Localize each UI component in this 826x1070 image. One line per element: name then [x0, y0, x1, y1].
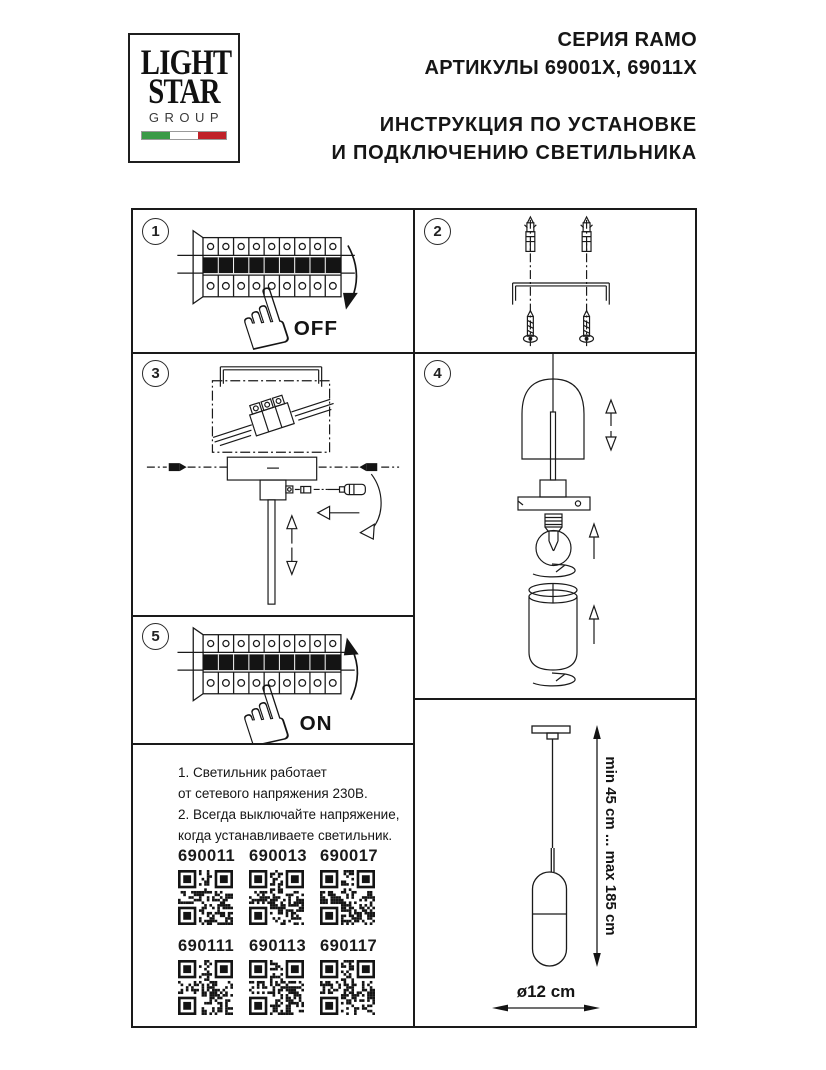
- turn-on-arrow-icon: [351, 648, 358, 699]
- step3-panel: [133, 352, 413, 615]
- note-line: 1. Светильник работает: [178, 765, 327, 780]
- step4-figure: [415, 352, 699, 698]
- pendant-rod-icon: [268, 500, 275, 604]
- articles-line: АРТИКУЛЫ 69001X, 69011X: [424, 57, 697, 79]
- on-label: ON: [299, 712, 333, 736]
- dimensions-panel: [415, 698, 699, 1028]
- glass-cylinder-icon: [529, 584, 577, 671]
- down-arrow-icon: [606, 437, 616, 450]
- height-range-label: min 45 cm ... max 185 cm: [602, 756, 619, 936]
- article-number: 690011: [178, 847, 236, 865]
- qr-code: [178, 960, 233, 1015]
- article-number: 690117: [320, 937, 378, 955]
- step5-panel: [133, 615, 413, 743]
- ceiling-plate-icon: [532, 726, 570, 733]
- article-number: 690111: [178, 937, 235, 955]
- down-arrow-icon: [287, 561, 297, 574]
- note-line: когда устанавливаете светильник.: [178, 828, 393, 843]
- step1-number: 1: [142, 218, 169, 245]
- qr-code: [249, 870, 304, 925]
- note-line: от сетевого напряжения 230В.: [178, 786, 368, 801]
- step5-figure: [133, 615, 413, 743]
- italian-flag-icon: [141, 131, 227, 140]
- logo-group-label: GROUP: [148, 110, 225, 125]
- note-line: 2. Всегда выключайте напряжение,: [178, 807, 400, 822]
- screw-icon: [580, 311, 594, 343]
- instruction-title-line1: ИНСТРУКЦИЯ ПО УСТАНОВКЕ: [379, 114, 697, 136]
- socket-plate-icon: [518, 497, 590, 510]
- qr-code: [178, 870, 233, 925]
- pendant-shade-icon: [533, 872, 567, 966]
- off-label: OFF: [293, 317, 339, 341]
- safety-notes: [133, 743, 413, 846]
- logo-light: LIGHT: [140, 42, 232, 82]
- qr-code: [320, 960, 375, 1015]
- light-bulb-icon: [536, 514, 571, 566]
- step3-number: 3: [142, 360, 169, 387]
- rotate-arrow-icon: [533, 674, 575, 686]
- step4-panel: [415, 352, 699, 698]
- mounting-bracket-icon: [220, 367, 321, 387]
- steps-grid: [131, 208, 697, 1028]
- step4-number: 4: [424, 360, 451, 387]
- step3-figure: [133, 352, 413, 615]
- step2-number: 2: [424, 218, 451, 245]
- up-arrow-icon: [287, 516, 297, 529]
- dimensions-figure: [415, 698, 699, 1028]
- article-number: 690013: [249, 847, 308, 865]
- step2-panel: [415, 210, 699, 352]
- step1-panel: [133, 210, 413, 352]
- article-number: 690113: [249, 937, 307, 955]
- step1-figure: [133, 210, 413, 352]
- screw-icon: [523, 311, 537, 343]
- document-header: [331, 26, 697, 167]
- step5-number: 5: [142, 623, 169, 650]
- rotate-arrow-icon: [533, 565, 575, 577]
- article-number: 690017: [320, 847, 379, 865]
- step2-figure: [415, 210, 699, 352]
- terminal-block-icon: [207, 381, 335, 449]
- qr-code: [320, 870, 375, 925]
- article-qr-table: [178, 847, 379, 1015]
- notes-panel: [133, 743, 413, 1028]
- rotate-arrow-icon: [371, 474, 381, 529]
- qr-code: [249, 960, 304, 1015]
- series-title: СЕРИЯ RAMO: [557, 29, 697, 51]
- mounting-bracket-icon: [513, 283, 610, 305]
- instruction-title-line2: И ПОДКЛЮЧЕНИЮ СВЕТИЛЬНИКА: [331, 142, 697, 164]
- up-arrow-icon: [606, 400, 616, 413]
- lightstar-logo: [128, 33, 240, 163]
- turn-off-arrow-icon: [348, 246, 357, 299]
- diameter-label: ø12 cm: [516, 982, 576, 1001]
- logo-star: STAR: [148, 71, 220, 111]
